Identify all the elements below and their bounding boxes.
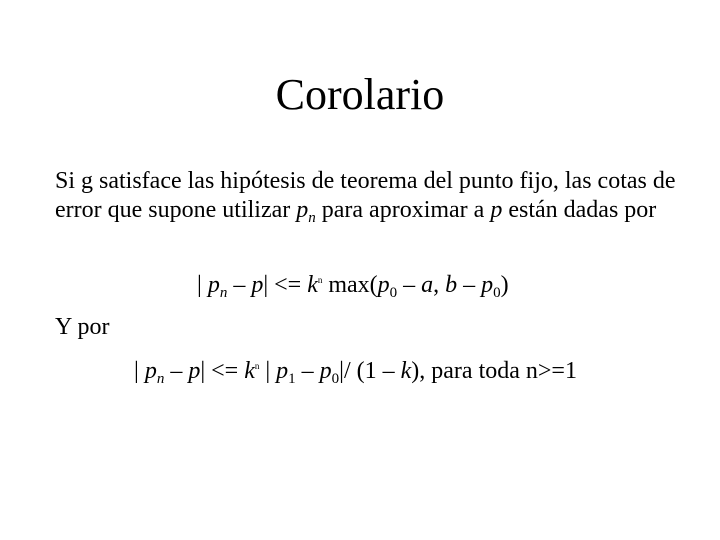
pn-subscript: n [308,210,316,226]
error-bound-formula-2: | $p_n - p| <= k^n$ | $p_1 - p_0|/$ (1 – k), para toda n>=1 [134,358,577,387]
corollary-paragraph [55,167,695,225]
paragraph-text-1: Si g satisface las hipótesis de teorema del punto fijo, las cotas de error que supone utilizar [55,168,676,223]
y-por-label: Y por [55,314,110,340]
error-bound-formula-1: | $p_n - p| <= k^n$ $\max(p_0$ – a, b – $p_0$) [197,272,509,301]
paragraph-text-3: están dadas por [502,197,657,223]
p-variable: p [490,197,503,223]
paragraph-text-2: para aproximar a [315,197,491,223]
pn-variable: p [296,197,309,223]
slide-title: Corolario [275,70,445,119]
